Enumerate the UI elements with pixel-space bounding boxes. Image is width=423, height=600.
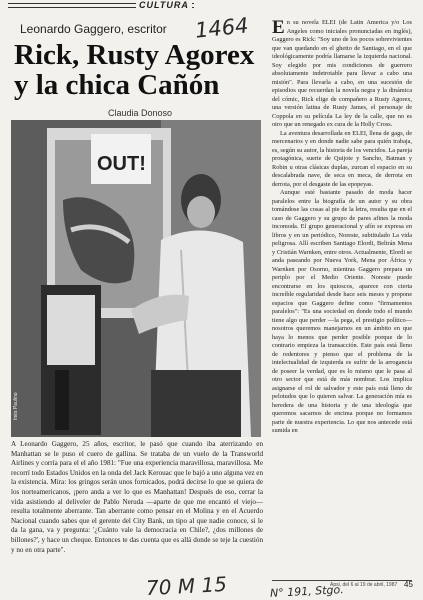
handwritten-code: 70 M 15: [145, 571, 228, 600]
paragraph-1-text: n su novela ELEI (de Latin America y/o Los Angeles como iniciales pronunciadas en inglés), Gaggero es Rick: "Soy uno de los pocos sobrevivientes que van quedando en el ghetto de Santiago, en el que ideológicamente podría llamarse la izquierda nacional. Soy elegido por mis condiciones de guerrero absolutamente indetrotable para llevar a cabo una misión". Para llevarla a cabo, en una sucesión de episodios que recuerdan la novela negra y la dinámica del cómic, Rick elige de compañero a Rusty Agorex, una versión latina de Rusty James, el personaje de Coppola en su película La ley de la calle, que no es otro que un renegado ex cura de la Holly Cross.: [272, 19, 412, 128]
footer-rule: [272, 580, 412, 581]
byline: Leonardo Gaggero, escritor: [20, 22, 167, 36]
article-column: [272, 19, 412, 577]
paragraph-3: Aunque esté bastante pasado de moda hacer paralelos entre la biografía de un autor y su obra tomándose las cosas al pie de la letra, resulta que en el caso de Gaggero y su grupo de pares afines la moda incomoda. El grupo generacional y afín se expresa en libros y en un periódico, Noreste, subtitulado La vida peligrosa. Allí escriben Santiago Elordi, Beltrán Mena y Cristián Warnken, entre otros. Actualmente, Elordi se anda paseando por Nueva York, Mena por África y Warnken por Osorno, mientras Gaggero prepara un periplo por el Medio Oriente. Noreste puede encontrarse en los quioscos, aparece con cierta increíble regularidad desde hace seis meses y propone espacios que Gaggero define como "firmamentos paralelos": "Es una sociedad en donde todo el mundo tiene algo que perder —la pega, el prestigio político— nosotros queremos manejarnos en un ámbito en que haya lo menos que perder posible porque de lo contrario empieza la transacción. Este país está lleno de redentores y pienso que el problema de la intelectualidad de izquierda es sufrir de la arrogancia de poseer la verdad, que es lo mismo que le pasa al otro sector que está de más nombrar. Los implica asignarse el rol de salvador y este país está lleno de pelotudos que lo quieren salvar. La generación mía es heredera de una historia y de una ideología que queremos sacarnos de encima porque no formamos parte de nuestra experiencia. Lo que nos antecede está sumida en: [272, 189, 412, 434]
author-name: Claudia Donoso: [108, 108, 173, 118]
section-label: CULTURA: [136, 0, 192, 10]
photo-illustration: [11, 120, 261, 437]
portrait-photo: [11, 120, 261, 437]
poster-text: OUT!: [97, 153, 146, 175]
footer-issue-line: Apsi, del 6 al 19 de abril, 1987: [330, 582, 398, 588]
headline: Rick, Rusty Agorex y la chica Cañón: [14, 39, 255, 101]
paragraph-1: [272, 19, 412, 130]
drop-cap: E: [272, 19, 285, 38]
handwritten-archive-note: N° 191, Stgo.: [269, 583, 345, 600]
photo-caption: A Leonardo Gaggero, 25 años, escritor, le pasó que cuando iba aterrizando en Manhattan se le puso el cuero de gallina. Se trataba de un vuelo de la Transworld Airlines y corría para el el año 1981: "Fue una experiencia maravillosa, maravillosa. Me recorrí todo Estados Unidos en la onda del Jack Kerouac que le bajó a uno alguna vez en la existencia. Mira: los gringos serán unos fornicados, podrá decirse lo que se quiera de los norteamericanos, ¡pero anda a ver lo que es Manhattan! Después de eso, cerrar la vida asistiendo al deliveler de Pablo Neruda —aparte de que me encantó el viejo— resulta totalmente aberrante. Tan aberrante como pensar en el Molina y en el Acuerdo Nacional cuando sabes que el gerente del City Bank, un tipo al que nadie conoce, si le da la gana, va y pregunta: '¿Cuánto vale la democracia en Chile?, ¿dos millones de billones?', y hace un cheque. Entonces te das cuenta que es allá donde se teje la cuestión y no en otra parte".: [11, 440, 263, 554]
photo-credit: Inés Paulino: [13, 392, 19, 420]
handwritten-number: 1464: [193, 13, 250, 43]
paragraph-2: La aventura desarrollada en ELEI, llena de gags, de mercenarios y en donde nadie sabe para quién trabaja, es, según su autor, la historia de los vencidos. La pareja protagónica, suerte de Quijote y Sancho, Batman y Robin u otras clásicas duplas, zurcan el espacio en su descalabrada nave, de seca en meca, de derrota en derrota, por el desgaste de las epopeyas.: [272, 129, 412, 188]
page-number: 45: [404, 580, 413, 589]
